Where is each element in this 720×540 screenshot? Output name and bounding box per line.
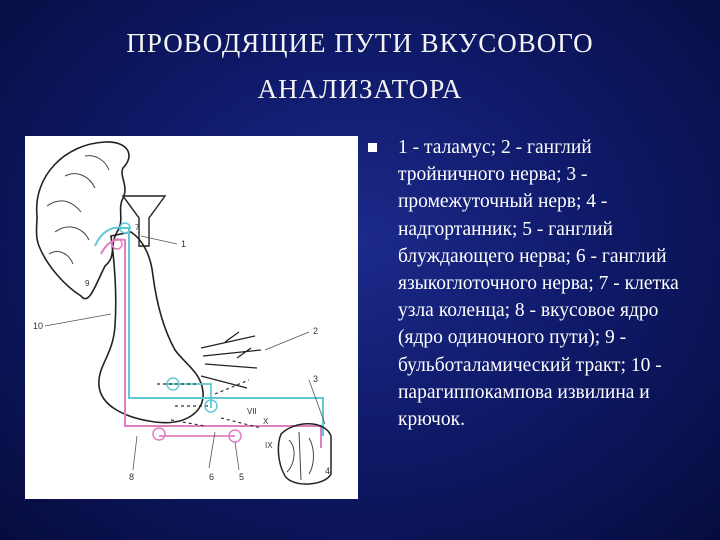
nerve-rootlets	[201, 332, 261, 388]
cyan-pathway	[95, 228, 323, 436]
square-bullet-icon	[368, 143, 377, 152]
slide-title	[60, 20, 660, 112]
brain-gyri	[47, 156, 109, 264]
leader-lines	[37, 236, 325, 470]
label-5: 5	[239, 472, 245, 482]
ganglion-circle	[153, 428, 165, 440]
title-line-2: АНАЛИЗАТОРА	[257, 74, 463, 104]
tongue-detail	[287, 432, 314, 480]
cyan-branch	[165, 384, 211, 408]
label-1: 1	[181, 239, 187, 249]
legend-text: 1 - таламус; 2 - ганглий тройничного нерва; 3 - промежуточный нерв; 4 - надгортанник; 5 - ганглий блуждающего нерва; 6 - ганглий языкоглоточного нерва; 7 - клетка узла коленца; 8 - вкусовое ядро (ядро одиночного пути); 9 - бульботаламический тракт; 10 - парагиппокампова извилина и крючок.	[398, 137, 679, 431]
label-10: 10	[33, 321, 44, 331]
label-4: 4	[325, 466, 331, 476]
brainstem	[99, 232, 203, 423]
label-roman-10: X	[263, 417, 269, 426]
pink-pathway	[101, 240, 321, 448]
label-2: 2	[313, 326, 319, 336]
label-8: 8	[129, 472, 135, 482]
anatomy-diagram	[25, 136, 358, 499]
label-7: 7	[135, 223, 140, 232]
title-line-1: ПРОВОДЯЩИЕ ПУТИ ВКУСОВОГО	[126, 28, 594, 58]
label-roman-7: VII	[247, 407, 257, 416]
label-9: 9	[85, 279, 90, 288]
label-3: 3	[313, 374, 319, 384]
label-6: 6	[209, 472, 215, 482]
label-roman-9: IX	[265, 441, 273, 450]
taste-pathway-figure	[25, 136, 358, 499]
